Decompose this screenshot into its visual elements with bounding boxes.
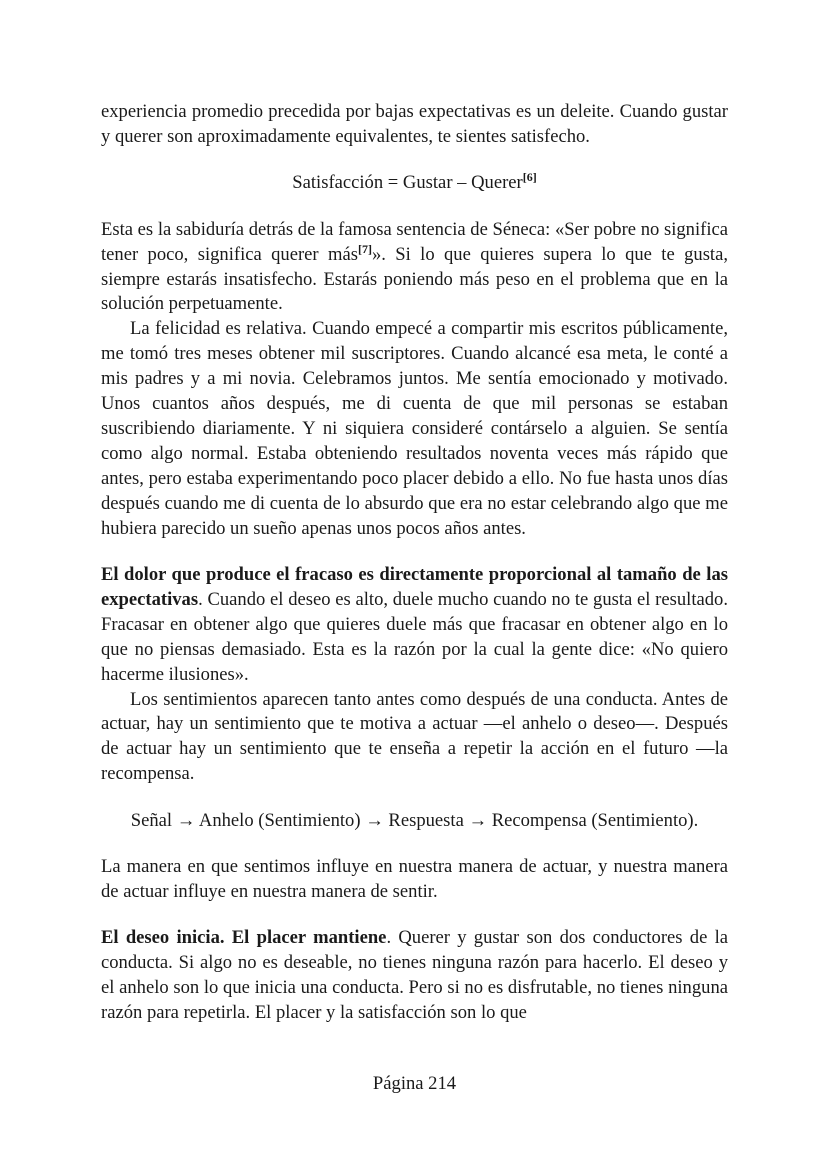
paragraph-text: La felicidad es relativa. Cuando empecé a compartir mis escritos públicamente, me tomó tres meses obtener mil suscriptores. Cuando alcancé esa meta, le conté a mis padres y a mi novia. Celebramos juntos. Me sentía emocionado y motivado. Unos cuantos años después, me di cuenta de que mil personas se estaban suscribiendo diariamente. Y ni siquiera consideré contárselo a alguien. Se sentía como algo normal. Estaba obteniendo resultados noventa veces más rápido que antes, pero estaba experimentando poco placer debido a ello. No fue hasta unos días después cuando me di cuenta de lo absurdo que era no estar celebrando algo que me hubiera parecido un sueño apenas unos pocos años antes. xyxy=(101,318,728,539)
page-number: Página 214 xyxy=(372,1073,457,1094)
page-body xyxy=(101,100,728,1096)
paragraph xyxy=(101,218,728,318)
bold-lead: El deseo inicia. El placer mantiene xyxy=(101,927,387,949)
paragraph xyxy=(101,563,728,688)
formula-text: Satisfacción = Gustar – Querer xyxy=(292,172,523,194)
habit-loop-text: Señal → Anhelo (Sentimiento) → Respuesta → Recompensa (Sentimiento). xyxy=(130,809,699,831)
paragraph-text: La manera en que sentimos influye en nuestra manera de actuar, y nuestra manera de actuar influye en nuestra manera de sentir. xyxy=(101,856,728,902)
paragraph-text: Los sentimientos aparecen tanto antes como después de una conducta. Antes de actuar, hay un sentimiento que te motiva a actuar —el anhelo o deseo—. Después de actuar hay un sentimiento que te enseña a repetir la acción en el futuro —la recompensa. xyxy=(101,688,728,785)
paragraph-text: ». Si lo que quieres supera lo que te gusta, siempre estarás insatisfecho. Estarás poniendo más peso en el problema que en la solución perpetuamente. xyxy=(101,243,728,315)
paragraph-text: Esta es la sabiduría detrás de la famosa sentencia de Séneca: «Ser pobre no significa tener poco, significa querer más xyxy=(101,218,728,265)
footnote-ref[interactable]: [7] xyxy=(357,241,372,256)
formula xyxy=(101,171,728,196)
habit-loop xyxy=(101,809,728,834)
paragraph xyxy=(101,317,728,541)
paragraph xyxy=(101,100,728,150)
bold-lead: El dolor que produce el fracaso es directamente proporcional al tamaño de las expectativas xyxy=(101,564,728,610)
footnote-ref[interactable]: [6] xyxy=(522,170,537,185)
paragraph-text: experiencia promedio precedida por bajas expectativas es un deleite. Cuando gustar y querer son aproximadamente equivalentes, te sientes satisfecho. xyxy=(101,101,728,147)
paragraph xyxy=(101,688,728,788)
paragraph xyxy=(101,855,728,905)
paragraph-text: . Querer y gustar son dos conductores de la conducta. Si algo no es deseable, no tienes ninguna razón para hacerlo. El deseo y el anhelo son lo que inicia una conducta. Pero si no es disfrutable, no tienes ninguna razón para repetirla. El placer y la satisfacción son lo que xyxy=(101,927,729,1024)
paragraph xyxy=(101,926,728,1026)
paragraph-text: . Cuando el deseo es alto, duele mucho cuando no te gusta el resultado. Fracasar en obtener algo que quieres duele más que fracasar en obtener algo en lo que no piensas demasiado. Esta es la razón por la cual la gente dice: «No quiero hacerme ilusiones». xyxy=(101,588,728,685)
